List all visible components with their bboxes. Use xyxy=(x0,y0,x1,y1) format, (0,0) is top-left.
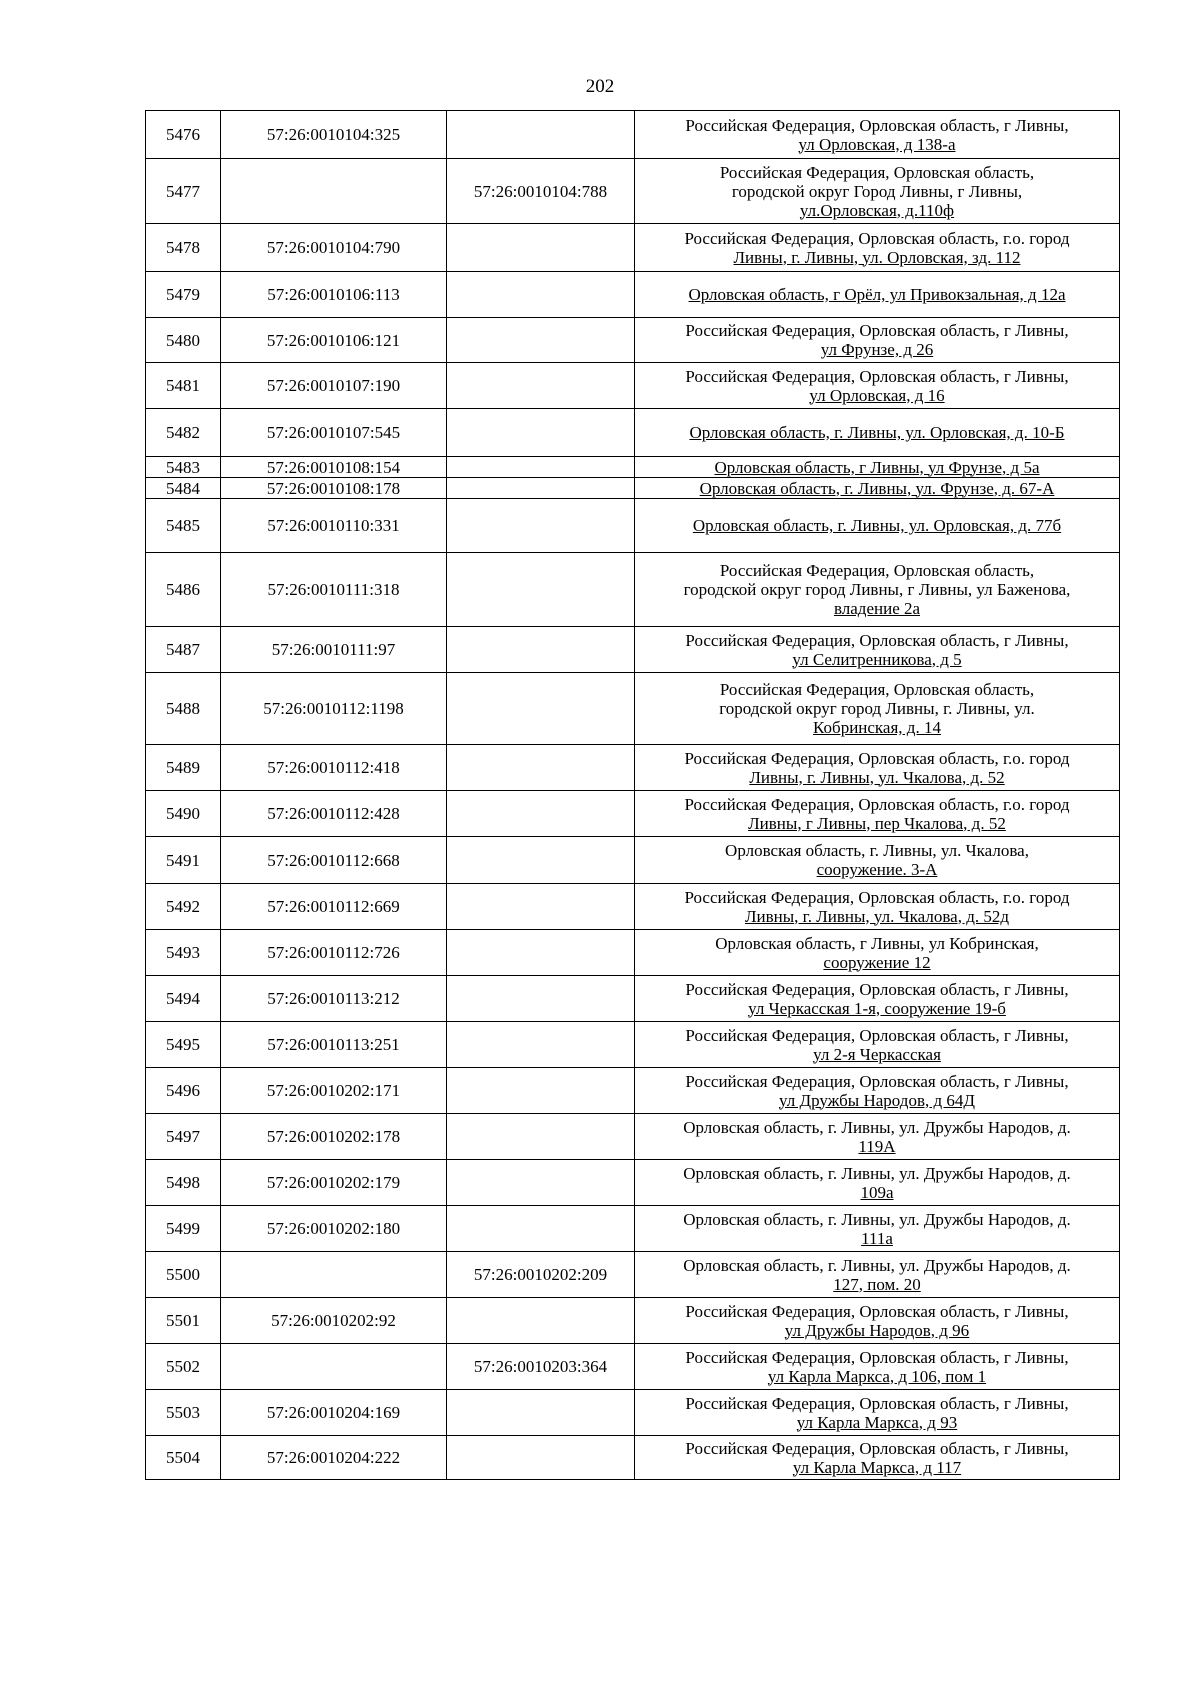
cadastral-number-2-cell xyxy=(447,1206,635,1252)
address-cell xyxy=(635,1344,1120,1390)
address-cell xyxy=(635,1160,1120,1206)
cadastral-number-2-cell xyxy=(447,1022,635,1068)
cadastral-number-2-cell xyxy=(447,457,635,478)
row-number-cell: 5493 xyxy=(146,930,221,976)
row-number-cell: 5497 xyxy=(146,1114,221,1160)
cadastral-number-2-cell xyxy=(447,318,635,363)
cadastral-number-cell xyxy=(221,159,447,224)
cadastral-number-2-cell xyxy=(447,673,635,745)
address-cell xyxy=(635,159,1120,224)
table-row xyxy=(146,553,1120,627)
address-line: ул Карла Маркса, д 93 xyxy=(796,1412,958,1432)
address-line: ул Карла Маркса, д 106, пом 1 xyxy=(767,1366,987,1386)
address-line: Орловская область, г. Ливны, ул. Орловская, д. 10-Б xyxy=(689,423,1065,442)
row-number-cell: 5489 xyxy=(146,745,221,791)
row-number-cell: 5500 xyxy=(146,1252,221,1298)
address-line: ул Карла Маркса, д 117 xyxy=(792,1457,962,1477)
table-row xyxy=(146,318,1120,363)
cadastral-number-cell: 57:26:0010202:179 xyxy=(221,1160,447,1206)
table-row xyxy=(146,478,1120,499)
address-line: Российская Федерация, Орловская область, г.о. город xyxy=(684,748,1070,768)
row-number-cell: 5480 xyxy=(146,318,221,363)
address-cell xyxy=(635,1068,1120,1114)
cadastral-number-cell: 57:26:0010107:190 xyxy=(221,363,447,409)
cadastral-number-2-cell: 57:26:0010203:364 xyxy=(447,1344,635,1390)
cadastral-number-2-cell xyxy=(447,745,635,791)
cadastral-number-cell: 57:26:0010112:428 xyxy=(221,791,447,837)
table-row xyxy=(146,1206,1120,1252)
address-line: ул Фрунзе, д 26 xyxy=(820,340,934,359)
address-cell xyxy=(635,318,1120,363)
registry-table xyxy=(145,110,1120,1480)
cadastral-number-cell: 57:26:0010106:113 xyxy=(221,272,447,318)
address-cell xyxy=(635,478,1120,499)
address-line: Орловская область, г. Ливны, ул. Дружбы Народов, д. xyxy=(683,1163,1071,1183)
address-line: 109а xyxy=(860,1182,894,1202)
cadastral-number-2-cell xyxy=(447,409,635,457)
cadastral-number-2-cell xyxy=(447,224,635,272)
address-cell xyxy=(635,111,1120,159)
table-row xyxy=(146,1160,1120,1206)
cadastral-number-cell: 57:26:0010112:669 xyxy=(221,884,447,930)
cadastral-number-cell xyxy=(221,1252,447,1298)
address-cell xyxy=(635,673,1120,745)
cadastral-number-cell: 57:26:0010111:97 xyxy=(221,627,447,673)
address-line: Орловская область, г Ливны, ул Кобринская, xyxy=(715,933,1039,953)
cadastral-number-2-cell xyxy=(447,111,635,159)
address-cell xyxy=(635,224,1120,272)
cadastral-number-cell: 57:26:0010112:726 xyxy=(221,930,447,976)
address-line: 111а xyxy=(861,1228,893,1248)
row-number-cell: 5501 xyxy=(146,1298,221,1344)
table-row xyxy=(146,363,1120,409)
table-row xyxy=(146,976,1120,1022)
row-number-cell: 5495 xyxy=(146,1022,221,1068)
address-cell xyxy=(635,837,1120,884)
row-number-cell: 5485 xyxy=(146,499,221,553)
table-row xyxy=(146,1068,1120,1114)
address-line: Орловская область, г. Ливны, ул. Фрунзе, д. 67-А xyxy=(699,478,1055,498)
row-number-cell: 5490 xyxy=(146,791,221,837)
address-line: ул Орловская, д 138-а xyxy=(798,134,956,154)
cadastral-number-2-cell: 57:26:0010104:788 xyxy=(447,159,635,224)
cadastral-number-cell: 57:26:0010104:790 xyxy=(221,224,447,272)
table-row xyxy=(146,409,1120,457)
cadastral-number-2-cell xyxy=(447,1068,635,1114)
address-line: владение 2а xyxy=(833,599,921,618)
cadastral-number-2-cell xyxy=(447,1390,635,1436)
row-number-cell: 5479 xyxy=(146,272,221,318)
address-line: Российская Федерация, Орловская область, г Ливны, xyxy=(685,321,1069,340)
address-line: 119А xyxy=(858,1136,896,1156)
row-number-cell: 5504 xyxy=(146,1436,221,1480)
address-line: Ливны, г Ливны, пер Чкалова, д. 52 xyxy=(748,813,1006,833)
cadastral-number-cell: 57:26:0010113:212 xyxy=(221,976,447,1022)
address-line: Российская Федерация, Орловская область, xyxy=(719,162,1035,182)
cadastral-number-cell: 57:26:0010104:325 xyxy=(221,111,447,159)
cadastral-number-cell: 57:26:0010106:121 xyxy=(221,318,447,363)
table-row xyxy=(146,1436,1120,1480)
address-line: Российская Федерация, Орловская область, xyxy=(719,561,1035,580)
cadastral-number-2-cell xyxy=(447,1160,635,1206)
address-cell xyxy=(635,745,1120,791)
row-number-cell: 5494 xyxy=(146,976,221,1022)
cadastral-number-2-cell xyxy=(447,791,635,837)
cadastral-number-2-cell xyxy=(447,478,635,499)
page-number: 202 xyxy=(585,76,615,97)
cadastral-number-cell: 57:26:0010108:178 xyxy=(221,478,447,499)
table-row xyxy=(146,1344,1120,1390)
address-line: Орловская область, г. Ливны, ул. Дружбы Народов, д. xyxy=(683,1117,1071,1137)
cadastral-number-2-cell xyxy=(447,363,635,409)
address-line: Ливны, г. Ливны, ул. Орловская, зд. 112 xyxy=(733,247,1021,267)
address-line: Российская Федерация, Орловская область, г.о. город xyxy=(684,794,1070,814)
cadastral-number-cell: 57:26:0010107:545 xyxy=(221,409,447,457)
row-number-cell: 5502 xyxy=(146,1344,221,1390)
address-line: Ливны, г. Ливны, ул. Чкалова, д. 52д xyxy=(744,906,1009,926)
row-number-cell: 5491 xyxy=(146,837,221,884)
address-line: ул Черкасская 1-я, сооружение 19-б xyxy=(748,998,1006,1018)
cadastral-number-2-cell xyxy=(447,976,635,1022)
address-line: ул 2-я Черкасская xyxy=(813,1044,941,1064)
table-row xyxy=(146,627,1120,673)
row-number-cell: 5476 xyxy=(146,111,221,159)
address-line: Кобринская, д. 14 xyxy=(813,718,941,737)
address-cell xyxy=(635,1390,1120,1436)
cadastral-number-cell xyxy=(221,1344,447,1390)
address-cell xyxy=(635,272,1120,318)
row-number-cell: 5496 xyxy=(146,1068,221,1114)
cadastral-number-2-cell xyxy=(447,1436,635,1480)
cadastral-number-2-cell xyxy=(447,1114,635,1160)
table-row xyxy=(146,1252,1120,1298)
table-row xyxy=(146,111,1120,159)
row-number-cell: 5499 xyxy=(146,1206,221,1252)
address-cell xyxy=(635,1436,1120,1480)
cadastral-number-cell: 57:26:0010112:1198 xyxy=(221,673,447,745)
address-line: Российская Федерация, Орловская область, г.о. город xyxy=(684,887,1070,907)
row-number-cell: 5486 xyxy=(146,553,221,627)
cadastral-number-2-cell xyxy=(447,930,635,976)
address-line: ул Дружбы Народов, д 64Д xyxy=(779,1090,975,1110)
address-line: Российская Федерация, Орловская область, г Ливны, xyxy=(685,630,1069,650)
cadastral-number-cell: 57:26:0010204:169 xyxy=(221,1390,447,1436)
row-number-cell: 5503 xyxy=(146,1390,221,1436)
cadastral-number-cell: 57:26:0010111:318 xyxy=(221,553,447,627)
table-row xyxy=(146,673,1120,745)
table-row xyxy=(146,1022,1120,1068)
address-line: Российская Федерация, Орловская область, г Ливны, xyxy=(685,366,1069,386)
cadastral-number-2-cell xyxy=(447,1298,635,1344)
address-line: 127, пом. 20 xyxy=(833,1274,921,1294)
address-line: Российская Федерация, Орловская область, г Ливны, xyxy=(685,979,1069,999)
address-cell xyxy=(635,791,1120,837)
cadastral-number-2-cell xyxy=(447,837,635,884)
row-number-cell: 5492 xyxy=(146,884,221,930)
address-cell xyxy=(635,930,1120,976)
cadastral-number-cell: 57:26:0010108:154 xyxy=(221,457,447,478)
address-cell xyxy=(635,553,1120,627)
table-row xyxy=(146,224,1120,272)
row-number-cell: 5478 xyxy=(146,224,221,272)
cadastral-number-cell: 57:26:0010112:418 xyxy=(221,745,447,791)
cadastral-number-2-cell xyxy=(447,553,635,627)
cadastral-number-2-cell: 57:26:0010202:209 xyxy=(447,1252,635,1298)
address-line: Российская Федерация, Орловская область, г Ливны, xyxy=(685,1071,1069,1091)
table-row xyxy=(146,930,1120,976)
address-line: Орловская область, г Орёл, ул Привокзальная, д 12а xyxy=(688,285,1066,304)
address-line: Российская Федерация, Орловская область, г Ливны, xyxy=(685,1347,1069,1367)
row-number-cell: 5488 xyxy=(146,673,221,745)
address-cell xyxy=(635,1298,1120,1344)
cadastral-number-cell: 57:26:0010202:180 xyxy=(221,1206,447,1252)
address-line: городской округ город Ливны, г Ливны, ул Баженова, xyxy=(683,580,1071,599)
address-line: ул Селитренникова, д 5 xyxy=(792,649,962,669)
address-cell xyxy=(635,1022,1120,1068)
address-cell xyxy=(635,409,1120,457)
cadastral-number-cell: 57:26:0010113:251 xyxy=(221,1022,447,1068)
cadastral-number-cell: 57:26:0010110:331 xyxy=(221,499,447,553)
cadastral-number-2-cell xyxy=(447,272,635,318)
table-row xyxy=(146,745,1120,791)
row-number-cell: 5498 xyxy=(146,1160,221,1206)
registry-table-body xyxy=(146,111,1120,1480)
address-cell xyxy=(635,884,1120,930)
address-cell xyxy=(635,1114,1120,1160)
row-number-cell: 5484 xyxy=(146,478,221,499)
table-row xyxy=(146,1298,1120,1344)
table-row xyxy=(146,1390,1120,1436)
table-row xyxy=(146,791,1120,837)
address-line: Российская Федерация, Орловская область, г.о. город xyxy=(684,228,1070,248)
address-cell xyxy=(635,499,1120,553)
address-line: Орловская область, г. Ливны, ул. Дружбы Народов, д. xyxy=(683,1255,1071,1275)
row-number-cell: 5481 xyxy=(146,363,221,409)
table-row xyxy=(146,159,1120,224)
address-cell xyxy=(635,363,1120,409)
address-line: ул Дружбы Народов, д 96 xyxy=(784,1320,970,1340)
address-line: сооружение. 3-А xyxy=(816,860,938,879)
table-row xyxy=(146,1114,1120,1160)
cadastral-number-cell: 57:26:0010112:668 xyxy=(221,837,447,884)
address-cell xyxy=(635,1252,1120,1298)
row-number-cell: 5487 xyxy=(146,627,221,673)
address-line: городской округ город Ливны, г. Ливны, ул. xyxy=(719,699,1035,718)
address-cell xyxy=(635,457,1120,478)
address-line: Российская Федерация, Орловская область, xyxy=(719,680,1035,699)
cadastral-number-2-cell xyxy=(447,884,635,930)
table-row xyxy=(146,884,1120,930)
table-row xyxy=(146,457,1120,478)
address-cell xyxy=(635,976,1120,1022)
address-line: Орловская область, г. Ливны, ул. Дружбы Народов, д. xyxy=(683,1209,1071,1229)
address-line: Орловская область, г. Ливны, ул. Орловская, д. 77б xyxy=(692,516,1062,535)
row-number-cell: 5483 xyxy=(146,457,221,478)
cadastral-number-2-cell xyxy=(447,627,635,673)
cadastral-number-2-cell xyxy=(447,499,635,553)
address-line: Российская Федерация, Орловская область, г Ливны, xyxy=(685,1301,1069,1321)
address-line: Российская Федерация, Орловская область, г Ливны, xyxy=(685,1025,1069,1045)
address-line: ул Орловская, д 16 xyxy=(809,385,945,405)
address-line: Российская Федерация, Орловская область, г Ливны, xyxy=(685,1438,1069,1458)
address-line: Российская Федерация, Орловская область, г Ливны, xyxy=(685,115,1069,135)
table-row xyxy=(146,837,1120,884)
cadastral-number-cell: 57:26:0010204:222 xyxy=(221,1436,447,1480)
table-row xyxy=(146,499,1120,553)
table-row xyxy=(146,272,1120,318)
address-line: Ливны, г. Ливны, ул. Чкалова, д. 52 xyxy=(749,767,1005,787)
row-number-cell: 5477 xyxy=(146,159,221,224)
row-number-cell: 5482 xyxy=(146,409,221,457)
address-line: Российская Федерация, Орловская область, г Ливны, xyxy=(685,1393,1069,1413)
cadastral-number-cell: 57:26:0010202:178 xyxy=(221,1114,447,1160)
address-line: сооружение 12 xyxy=(823,952,931,972)
address-cell xyxy=(635,1206,1120,1252)
cadastral-number-cell: 57:26:0010202:92 xyxy=(221,1298,447,1344)
address-line: городской округ Город Ливны, г Ливны, xyxy=(731,181,1023,201)
address-line: ул.Орловская, д.110ф xyxy=(799,200,955,220)
cadastral-number-cell: 57:26:0010202:171 xyxy=(221,1068,447,1114)
address-cell xyxy=(635,627,1120,673)
address-line: Орловская область, г. Ливны, ул. Чкалова, xyxy=(725,841,1029,860)
address-line: Орловская область, г Ливны, ул Фрунзе, д 5а xyxy=(714,457,1040,477)
